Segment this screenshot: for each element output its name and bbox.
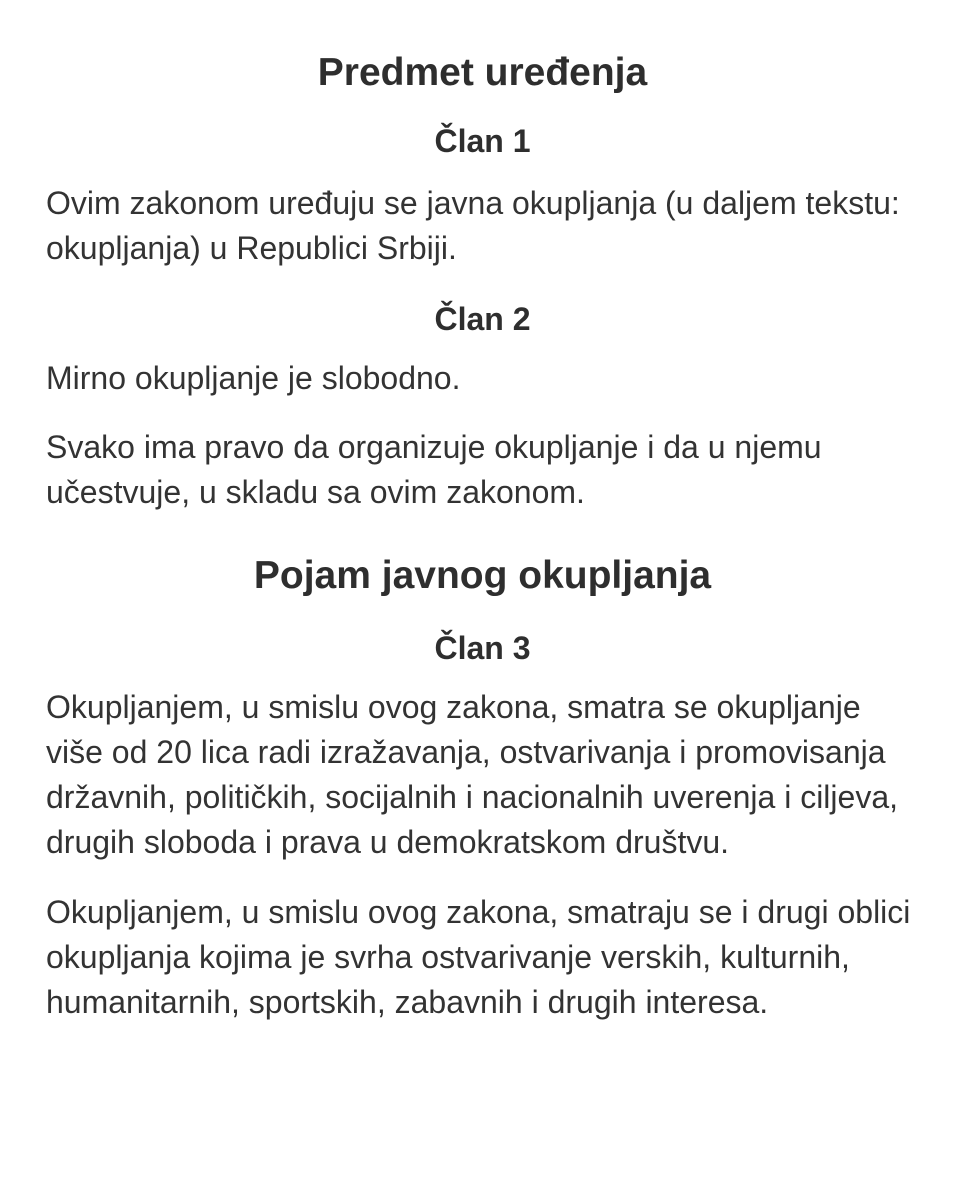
article-paragraph: Mirno okupljanje je slobodno. xyxy=(46,360,461,396)
article-heading: Član 2 xyxy=(434,301,531,337)
section-heading: Pojam javnog okupljanja xyxy=(253,554,712,597)
section-heading: Predmet uređenja xyxy=(317,51,648,94)
article-heading: Član 3 xyxy=(434,630,531,666)
article-paragraph: Okupljanjem, u smislu ovog zakona, smatraju se i drugi oblici okupljanja kojima je svrha ostvarivanje verskih, kulturnih, humanitarnih, sportskih, zabavnih i drugih interesa. xyxy=(46,894,911,1020)
article-heading: Član 1 xyxy=(434,123,531,159)
article-paragraph: Okupljanjem, u smislu ovog zakona, smatra se okupljanje više od 20 lica radi izražavanja, ostvarivanja i promovisanja državnih, političkih, socijalnih i nacionalnih uverenja i ciljeva, drugih sloboda i prava u demokratskom društvu. xyxy=(46,689,898,860)
article-paragraph: Svako ima pravo da organizuje okupljanje i da u njemu učestvuje, u skladu sa ovim zakonom. xyxy=(46,429,822,510)
article-paragraph: Ovim zakonom uređuju se javna okupljanja (u daljem tekstu: okupljanja) u Republici Srbiji. xyxy=(46,185,900,266)
